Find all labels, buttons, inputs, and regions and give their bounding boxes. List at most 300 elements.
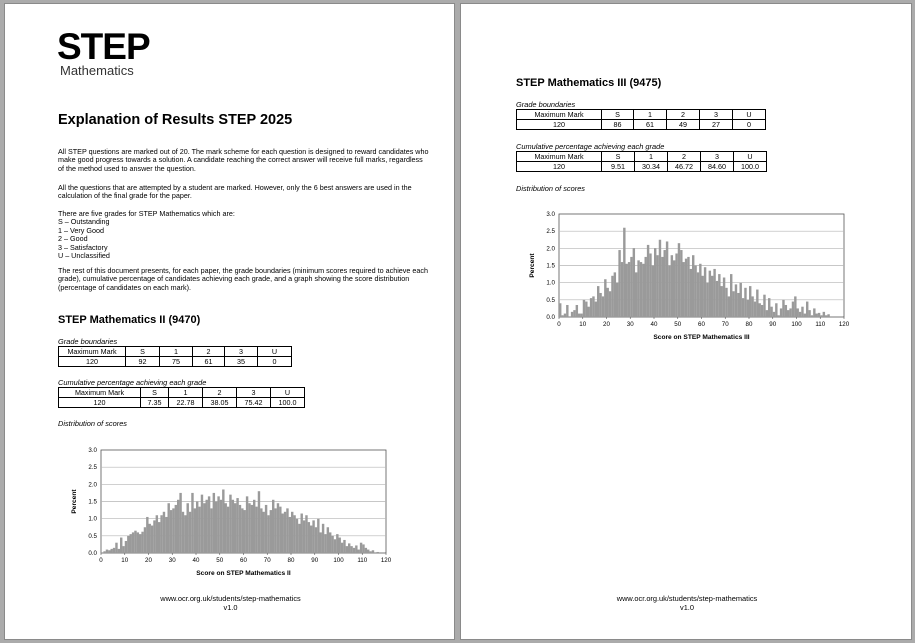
- histogram-bar: [580, 314, 582, 317]
- histogram-bar: [649, 253, 651, 317]
- histogram-bar: [737, 293, 739, 317]
- table-header-row: [517, 152, 767, 162]
- grade-item: 1 – Very Good: [58, 225, 104, 235]
- histogram-bar: [310, 526, 312, 553]
- histogram-bar: [374, 552, 376, 553]
- histogram-bar: [749, 286, 751, 317]
- histogram-bar: [134, 531, 136, 553]
- table-row: [517, 162, 767, 172]
- histogram-bar: [713, 269, 715, 317]
- footer-version: v1.0: [223, 602, 238, 612]
- histogram-bar: [797, 308, 799, 317]
- histogram-bar: [315, 527, 317, 553]
- histogram-bar: [217, 496, 219, 553]
- table-header-row: [59, 347, 292, 357]
- table-cell: Maximum Mark: [517, 152, 602, 162]
- histogram-bar: [108, 550, 110, 553]
- x-tick-label: 110: [357, 557, 368, 564]
- histogram-bar: [813, 308, 815, 317]
- histogram-bar: [208, 496, 210, 553]
- paper-iii-cum-caption: Cumulative percentage achieving each grade: [516, 142, 665, 151]
- x-tick-label: 90: [311, 557, 319, 564]
- histogram-bar: [794, 296, 796, 317]
- paper-iii-title: STEP Mathematics III (9475): [516, 77, 662, 89]
- histogram-bar: [630, 257, 632, 317]
- histogram-bar: [780, 308, 782, 317]
- histogram-bar: [265, 505, 267, 553]
- histogram-bar: [106, 550, 108, 553]
- table-cell: 27: [700, 120, 733, 130]
- table-cell: 2: [668, 152, 701, 162]
- paper-iii-dist-caption: Distribution of scores: [516, 184, 586, 193]
- histogram-bar: [571, 312, 573, 317]
- histogram-bar: [160, 515, 162, 553]
- y-tick-label: 1.5: [88, 498, 97, 506]
- table-header-row: [517, 110, 766, 120]
- table-cell: 1: [160, 347, 193, 357]
- histogram-bar: [735, 284, 737, 317]
- histogram-bar: [647, 245, 649, 317]
- page-1-footer: [5, 595, 456, 612]
- table-header-row: [59, 388, 305, 398]
- x-tick-label: 90: [769, 321, 777, 328]
- histogram-bar: [614, 272, 616, 317]
- histogram-bar: [156, 515, 158, 553]
- x-tick-label: 120: [380, 557, 392, 564]
- histogram-bar: [573, 310, 575, 317]
- x-tick-label: 0: [99, 557, 103, 564]
- histogram-bar: [747, 300, 749, 317]
- table-cell: 120: [59, 398, 141, 408]
- histogram-bar: [683, 262, 685, 317]
- histogram-bar: [725, 288, 727, 317]
- histogram-bar: [730, 274, 732, 317]
- histogram-bar: [694, 266, 696, 318]
- x-tick-label: 50: [216, 557, 224, 564]
- histogram-bar: [118, 549, 120, 553]
- x-tick-label: 100: [333, 557, 344, 564]
- document-page-2: [460, 3, 912, 640]
- histogram-bar: [177, 500, 179, 553]
- histogram-bar: [139, 534, 141, 553]
- histogram-bar: [675, 253, 677, 317]
- histogram-bar: [697, 272, 699, 317]
- histogram-bar: [668, 266, 670, 318]
- histogram-bar: [298, 524, 300, 553]
- table-cell: 100.0: [271, 398, 305, 408]
- histogram-bar: [246, 496, 248, 553]
- table-cell: 100.0: [734, 162, 767, 172]
- paper-iii-distribution-chart: [519, 206, 859, 348]
- step-logo: STEP: [57, 26, 150, 67]
- table-cell: 120: [59, 357, 126, 367]
- histogram-bar: [113, 548, 115, 553]
- histogram-bar: [721, 286, 723, 317]
- histogram-bar: [645, 257, 647, 317]
- histogram-bar: [132, 532, 134, 553]
- histogram-bar: [585, 302, 587, 317]
- histogram-bar: [286, 508, 288, 553]
- page-title: Explanation of Results STEP 2025: [58, 112, 293, 128]
- histogram-bar: [379, 552, 381, 553]
- grades-list: [58, 210, 430, 260]
- histogram-bar: [253, 500, 255, 553]
- histogram-bar: [122, 546, 124, 553]
- histogram-bar: [626, 264, 628, 317]
- histogram-bar: [255, 507, 257, 553]
- table-cell: 9.51: [602, 162, 635, 172]
- x-tick-label: 60: [240, 557, 247, 564]
- table-cell: U: [271, 388, 305, 398]
- histogram-bar: [377, 552, 379, 553]
- table-cell: 0: [733, 120, 766, 130]
- x-tick-label: 80: [745, 321, 753, 328]
- histogram-bar: [194, 508, 196, 553]
- table-cell: 86: [602, 120, 634, 130]
- histogram-bar: [799, 312, 801, 317]
- histogram-bar: [801, 307, 803, 317]
- x-tick-label: 0: [557, 321, 561, 328]
- intro-paragraph-2: All the questions that are attempted by a student are marked. However, only the 6 best answers are used in the calculation of the final grade for the paper.: [58, 183, 412, 201]
- histogram-bar: [635, 272, 637, 317]
- histogram-bar: [756, 290, 758, 317]
- histogram-bar: [303, 520, 305, 553]
- histogram-bar: [611, 276, 613, 317]
- histogram-bar: [355, 545, 357, 553]
- histogram-bar: [125, 541, 127, 553]
- histogram-bar: [768, 298, 770, 317]
- histogram-bar: [692, 255, 694, 317]
- histogram-bar: [599, 293, 601, 317]
- x-tick-label: 70: [721, 321, 729, 328]
- y-tick-label: 2.5: [88, 464, 97, 472]
- histogram-bar: [365, 548, 367, 553]
- x-tick-label: 30: [626, 321, 634, 328]
- histogram-bar: [583, 300, 585, 317]
- histogram-bar: [782, 300, 784, 317]
- histogram-bar: [146, 517, 148, 553]
- y-tick-label: 0.0: [88, 550, 97, 557]
- histogram-bar: [576, 305, 578, 317]
- table-cell: 22.78: [169, 398, 203, 408]
- histogram-bar: [350, 546, 352, 553]
- histogram-bar: [362, 544, 364, 553]
- histogram-bar: [182, 512, 184, 553]
- table-cell: S: [126, 347, 160, 357]
- histogram-bar: [141, 532, 143, 553]
- histogram-bar: [127, 536, 129, 553]
- histogram-bar: [787, 310, 789, 317]
- histogram-bar: [301, 514, 303, 553]
- histogram-bar: [187, 503, 189, 553]
- x-tick-label: 50: [674, 321, 682, 328]
- histogram-bar: [742, 298, 744, 317]
- histogram-bar: [291, 512, 293, 553]
- histogram-bar: [203, 503, 205, 553]
- histogram-bar: [274, 508, 276, 553]
- histogram-bar: [578, 314, 580, 317]
- table-cell: 38.05: [203, 398, 237, 408]
- histogram-bar: [198, 507, 200, 553]
- histogram-bar: [324, 534, 326, 553]
- x-tick-label: 100: [791, 321, 802, 328]
- histogram-bar: [621, 262, 623, 317]
- histogram-bar: [213, 493, 215, 553]
- histogram-bar: [331, 536, 333, 553]
- table-cell: 120: [517, 120, 602, 130]
- histogram-bar: [175, 505, 177, 553]
- histogram-bar: [358, 550, 360, 553]
- histogram-bar: [339, 538, 341, 553]
- histogram-bar: [153, 520, 155, 553]
- x-tick-label: 60: [698, 321, 705, 328]
- histogram-bar: [308, 522, 310, 553]
- paper-ii-cumulative-table: [58, 387, 305, 408]
- histogram-bar: [229, 495, 231, 553]
- histogram-bar: [607, 288, 609, 317]
- histogram-bar: [642, 264, 644, 317]
- table-cell: Maximum Mark: [59, 388, 141, 398]
- histogram-bar: [789, 308, 791, 317]
- histogram-bar: [640, 262, 642, 317]
- histogram-bar: [360, 543, 362, 553]
- histogram-bar: [277, 503, 279, 553]
- paper-ii-cum-caption: Cumulative percentage achieving each grade: [58, 378, 207, 387]
- table-row: [59, 357, 292, 367]
- histogram-bar: [811, 315, 813, 317]
- table-cell: 3: [701, 152, 734, 162]
- x-tick-label: 70: [263, 557, 271, 564]
- x-tick-label: 20: [145, 557, 152, 564]
- histogram-bar: [103, 551, 105, 553]
- histogram-bar: [170, 510, 172, 553]
- histogram-bar: [740, 283, 742, 317]
- histogram-bar: [267, 515, 269, 553]
- histogram-bar: [244, 510, 246, 553]
- histogram-bar: [111, 549, 113, 553]
- table-cell: 1: [635, 152, 668, 162]
- table-cell: U: [733, 110, 766, 120]
- histogram-bar: [227, 507, 229, 553]
- histogram-bar: [680, 250, 682, 317]
- histogram-bar: [225, 503, 227, 553]
- histogram-bar: [623, 228, 625, 317]
- paper-ii-distribution-chart: [61, 442, 401, 584]
- histogram-bar: [673, 260, 675, 317]
- y-tick-label: 2.0: [88, 481, 97, 489]
- y-tick-label: 2.0: [546, 245, 555, 253]
- paper-ii-boundaries-table: [58, 346, 292, 367]
- table-cell: Maximum Mark: [59, 347, 126, 357]
- histogram-bar: [592, 296, 594, 317]
- y-tick-label: 1.5: [546, 262, 555, 270]
- table-cell: 7.35: [141, 398, 169, 408]
- histogram-bar: [284, 512, 286, 553]
- histogram-bar: [329, 532, 331, 553]
- histogram-bar: [163, 512, 165, 553]
- table-cell: 2: [193, 347, 225, 357]
- table-cell: 1: [169, 388, 203, 398]
- histogram-bar: [664, 250, 666, 317]
- histogram-bar: [272, 500, 274, 553]
- histogram-bar: [818, 313, 820, 317]
- histogram-bar: [165, 517, 167, 553]
- x-tick-label: 40: [650, 321, 658, 328]
- footer-url: www.ocr.org.uk/students/step-mathematics: [616, 594, 758, 603]
- histogram-bar: [595, 302, 597, 317]
- table-cell: U: [258, 347, 292, 357]
- histogram-bar: [823, 312, 825, 317]
- histogram-bar: [348, 543, 350, 553]
- x-tick-label: 120: [838, 321, 850, 328]
- histogram-bar: [367, 550, 369, 553]
- histogram-bar: [305, 515, 307, 553]
- histogram-bar: [236, 498, 238, 553]
- histogram-bar: [770, 307, 772, 317]
- histogram-bar: [671, 255, 673, 317]
- table-cell: 75: [160, 357, 193, 367]
- x-tick-label: 10: [121, 557, 129, 564]
- histogram-bar: [656, 255, 658, 317]
- histogram-bar: [618, 250, 620, 317]
- y-tick-label: 1.0: [546, 279, 555, 287]
- histogram-bar: [220, 500, 222, 553]
- histogram-bar: [687, 257, 689, 317]
- table-cell: 3: [225, 347, 258, 357]
- histogram-bar: [827, 314, 829, 317]
- table-cell: 49: [667, 120, 700, 130]
- histogram-bar: [189, 512, 191, 553]
- histogram-bar: [718, 274, 720, 317]
- paper-ii-title: STEP Mathematics II (9470): [58, 314, 201, 326]
- histogram-bar: [559, 303, 561, 317]
- paper-iii-cumulative-table: [516, 151, 767, 172]
- histogram-bar: [773, 312, 775, 317]
- table-cell: 30.34: [635, 162, 668, 172]
- paper-iii-gb-caption: Grade boundaries: [516, 100, 576, 109]
- y-axis-label: Percent: [71, 489, 78, 514]
- table-cell: 3: [237, 388, 271, 398]
- histogram-bar: [659, 240, 661, 317]
- histogram-bar: [616, 283, 618, 317]
- histogram-bar: [754, 302, 756, 317]
- histogram-bar: [115, 543, 117, 553]
- histogram-bar: [716, 281, 718, 317]
- histogram-bar: [149, 524, 151, 553]
- grades-intro: There are five grades for STEP Mathematics which are:: [58, 209, 235, 218]
- histogram-bar: [172, 508, 174, 553]
- x-axis-label: Score on STEP Mathematics III: [653, 334, 750, 341]
- histogram-bar: [690, 269, 692, 317]
- histogram-bar: [699, 264, 701, 317]
- table-cell: 1: [634, 110, 667, 120]
- histogram-bar: [341, 543, 343, 553]
- table-cell: 120: [517, 162, 602, 172]
- document-page-1: [4, 3, 455, 640]
- table-cell: 0: [258, 357, 292, 367]
- histogram-bar: [289, 517, 291, 553]
- table-cell: S: [602, 152, 635, 162]
- histogram-bar: [711, 276, 713, 317]
- histogram-bar: [652, 266, 654, 318]
- histogram-bar: [561, 315, 563, 317]
- histogram-bar: [633, 248, 635, 317]
- y-tick-label: 0.0: [546, 314, 555, 321]
- histogram-bar: [564, 314, 566, 317]
- y-tick-label: 0.5: [546, 296, 555, 304]
- histogram-bar: [763, 295, 765, 317]
- table-cell: 3: [700, 110, 733, 120]
- grade-item: 2 – Good: [58, 234, 88, 244]
- table-cell: 61: [193, 357, 225, 367]
- histogram-bar: [130, 534, 132, 553]
- histogram-bar: [184, 515, 186, 553]
- histogram-bar: [279, 507, 281, 553]
- histogram-bar: [222, 489, 224, 553]
- footer-url: www.ocr.org.uk/students/step-mathematics: [160, 594, 301, 603]
- histogram-bar: [158, 522, 160, 553]
- histogram-bar: [820, 315, 822, 317]
- x-tick-label: 20: [603, 321, 610, 328]
- histogram-bar: [704, 267, 706, 317]
- histogram-bar: [353, 548, 355, 553]
- histogram-bar: [666, 241, 668, 317]
- histogram-bar: [210, 508, 212, 553]
- y-tick-label: 3.0: [88, 447, 97, 454]
- histogram-bar: [751, 296, 753, 317]
- histogram-bar: [201, 495, 203, 553]
- histogram-bar: [327, 527, 329, 553]
- histogram-bar: [282, 514, 284, 553]
- paper-ii-gb-caption: Grade boundaries: [58, 337, 118, 346]
- x-axis-label: Score on STEP Mathematics II: [196, 570, 291, 577]
- histogram-bar: [270, 510, 272, 553]
- histogram-bar: [785, 305, 787, 317]
- histogram-bar: [597, 286, 599, 317]
- grade-item: 3 – Satisfactory: [58, 242, 108, 252]
- grade-item: U – Unclassified: [58, 251, 110, 261]
- table-cell: 2: [203, 388, 237, 398]
- grade-item: S – Outstanding: [58, 217, 110, 227]
- histogram-bar: [196, 502, 198, 554]
- page-2-footer: [461, 595, 913, 612]
- histogram-bar: [234, 503, 236, 553]
- histogram-bar: [825, 315, 827, 317]
- histogram-bar: [312, 520, 314, 553]
- histogram-bar: [251, 505, 253, 553]
- x-tick-label: 80: [287, 557, 295, 564]
- histogram-bar: [258, 491, 260, 553]
- y-tick-label: 3.0: [546, 211, 555, 218]
- table-cell: 92: [126, 357, 160, 367]
- histogram-bar: [296, 519, 298, 553]
- histogram-bar: [320, 532, 322, 553]
- table-cell: 46.72: [668, 162, 701, 172]
- y-tick-label: 0.5: [88, 532, 97, 540]
- table-cell: 2: [667, 110, 700, 120]
- histogram-bar: [232, 500, 234, 553]
- y-axis-label: Percent: [529, 253, 536, 278]
- intro-paragraph-1: All STEP questions are marked out of 20. The mark scheme for each question is designed to reward candidates who make good progress towards a solution. A candidate reaching the correct answer will receive full marks, regardless of the method used to answer the question.: [58, 147, 429, 173]
- histogram-bar: [239, 505, 241, 553]
- histogram-bar: [372, 550, 374, 553]
- histogram-bar: [137, 532, 139, 553]
- histogram-bar: [728, 296, 730, 317]
- histogram-bar: [816, 314, 818, 317]
- histogram-bar: [628, 262, 630, 317]
- histogram-bar: [101, 552, 103, 553]
- histogram-bar: [702, 276, 704, 317]
